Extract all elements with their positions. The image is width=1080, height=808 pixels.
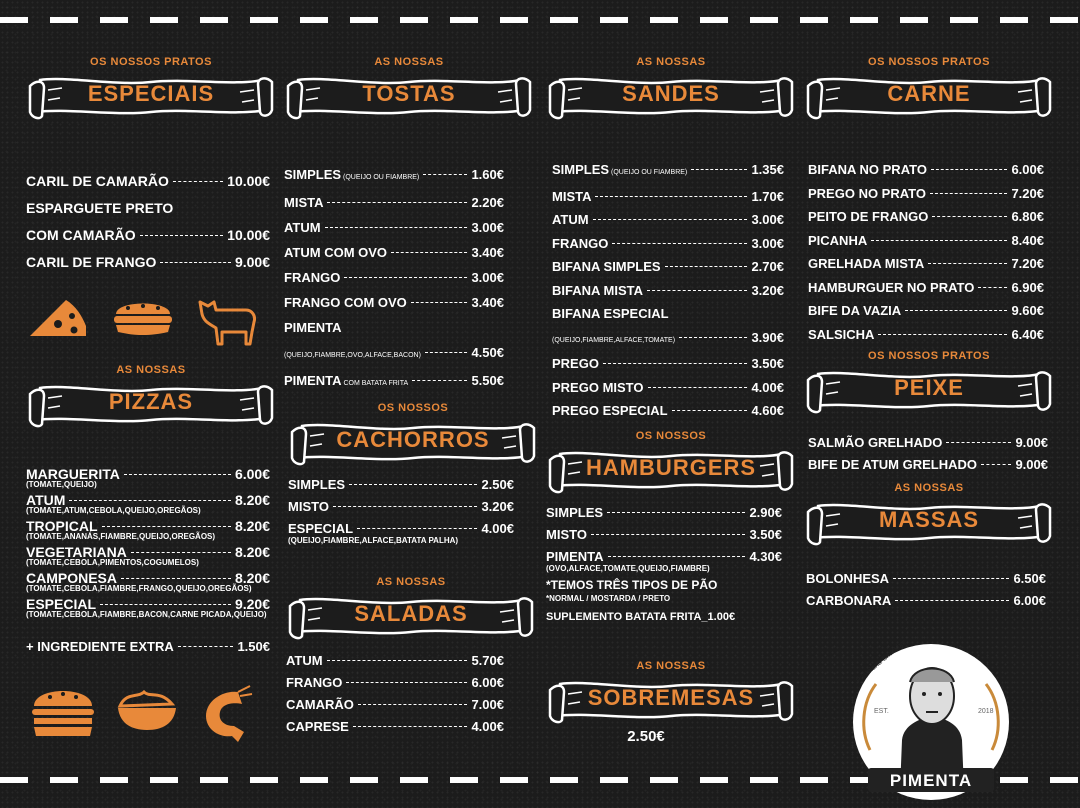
menu-item-name: ATUM COM OVO [284, 245, 388, 260]
leader-dots [423, 174, 467, 175]
leader-dots [591, 534, 746, 535]
leader-dots [691, 169, 747, 170]
carne-list [808, 158, 1044, 346]
tostas-title: TOSTAS [362, 81, 456, 106]
menu-item-price: 1.35€ [751, 162, 784, 177]
leader-dots [333, 506, 478, 507]
menu-item [288, 496, 514, 518]
leader-dots [178, 646, 234, 647]
salad-bowl-icon [114, 684, 180, 734]
menu-item [552, 158, 784, 185]
logo-est: EST. [874, 708, 889, 715]
leader-dots [603, 363, 747, 364]
leader-dots [391, 252, 467, 253]
leader-dots [140, 235, 224, 236]
menu-item [26, 195, 270, 222]
pizzas-list [26, 464, 270, 620]
menu-item [284, 290, 504, 315]
menu-item-name: MISTO [288, 499, 329, 514]
menu-item [546, 524, 782, 546]
menu-item-price: 4.00€ [751, 379, 784, 395]
leader-dots [173, 181, 223, 182]
menu-item-price: 6.50€ [1013, 571, 1046, 586]
tostas-kicker: AS NOSSAS [374, 56, 444, 68]
massas-list [806, 568, 1046, 612]
leader-dots [344, 277, 467, 278]
cachorros-section [288, 402, 538, 546]
menu-item-note: (QUEIJO,FIAMBRE,ALFACE,TOMATE) [552, 336, 676, 344]
menu-item [552, 376, 784, 400]
extra-ingredient-row [26, 636, 270, 658]
menu-item-price: 1.60€ [471, 167, 504, 182]
cachorros-title: CACHORROS [336, 427, 490, 452]
saladas-banner [286, 592, 536, 638]
menu-item-price: 4.00€ [471, 719, 504, 734]
menu-item-price: 1.70€ [751, 188, 784, 204]
sandes-list [552, 158, 784, 423]
menu-item-description: (TOMATE,ANANÁS,FIAMBRE,QUEIJO,OREGÃOS) [26, 532, 216, 541]
sobremesas-kicker: AS NOSSAS [636, 660, 706, 672]
leader-dots [357, 528, 477, 529]
menu-item-price: 3.00€ [751, 235, 784, 251]
menu-item-price: 9.20€ [234, 596, 270, 612]
menu-item-name: MISTA [284, 195, 324, 210]
menu-item-name: CARIL DE CAMARÃO [26, 173, 169, 189]
menu-item [552, 255, 784, 279]
menu-item-name: FRANGO [286, 675, 343, 690]
menu-item-price: 3.20€ [481, 499, 514, 514]
menu-item-name: BIFANA NO PRATO [808, 162, 927, 177]
menu-item-description: (QUEIJO,FIAMBRE,ALFACE,BATATA PALHA) [288, 536, 459, 545]
saladas-list [286, 650, 504, 738]
menu-item-name: MISTA [552, 188, 592, 204]
menu-item [284, 162, 504, 190]
menu-item-price: 2.70€ [751, 259, 784, 274]
menu-item-name: ATUM [286, 653, 323, 668]
massas-kicker: AS NOSSAS [894, 482, 964, 494]
menu-item [284, 340, 504, 368]
menu-item-name: CAMARÃO [286, 697, 354, 712]
menu-item-name: CARIL DE FRANGO [26, 254, 157, 270]
sobremesas-price: 2.50€ [627, 728, 665, 745]
menu-item-price: 3.40€ [471, 245, 504, 260]
massas-section [804, 482, 1054, 612]
pizza-icon [26, 292, 92, 342]
menu-item-name: PREGO MISTO [552, 379, 644, 395]
menu-item [808, 182, 1044, 206]
pizzas-title: PIZZAS [108, 389, 194, 414]
hamburgers-kicker: OS NOSSOS [635, 430, 707, 442]
logo-name: PIMENTA [889, 771, 973, 790]
menu-item-name: PEITO DE FRANGO [808, 209, 929, 224]
menu-item-price: 7.20€ [1011, 256, 1044, 271]
menu-item-name: BOLONHESA [806, 571, 890, 586]
peixe-banner [804, 366, 1054, 412]
menu-item-name: ESPECIAL [288, 521, 354, 536]
menu-item-name: SIMPLES (QUEIJO OU FIAMBRE) [552, 162, 688, 177]
tostas-list [284, 162, 504, 396]
menu-item [286, 716, 504, 738]
menu-item [284, 368, 504, 396]
especiais-list [26, 168, 270, 276]
menu-item-name [552, 326, 675, 353]
leader-dots [160, 262, 231, 263]
menu-item-name: PIMENTA [546, 549, 604, 564]
menu-item-name: BIFANA ESPECIAL [552, 306, 669, 321]
menu-item-price: 9.60€ [1011, 303, 1044, 318]
hamburgers-title: HAMBURGERS [585, 455, 757, 480]
menu-item-price: 8.20€ [234, 518, 270, 534]
menu-item [26, 168, 270, 195]
menu-item [808, 229, 1044, 253]
menu-item [552, 326, 784, 353]
menu-item-note: (QUEIJO OU FIAMBRE) [609, 169, 688, 176]
menu-item-price: 2.90€ [749, 505, 782, 520]
leader-dots [647, 290, 747, 291]
leader-dots [607, 512, 745, 513]
extra-ingredient-label: + INGREDIENTE EXTRA [26, 639, 174, 654]
menu-item-note: COM BATATA FRITA [341, 380, 409, 387]
menu-item-description: (TOMATE,QUEIJO) [26, 480, 97, 489]
menu-item-name: PREGO ESPECIAL [552, 403, 668, 418]
saladas-title: SALADAS [354, 601, 468, 626]
leader-dots [665, 266, 748, 267]
menu-item-description: (TOMATE,CEBOLA,FIAMBRE,FRANGO,QUEIJO,OREGÃOS) [26, 584, 252, 593]
food-icons-bottom [30, 684, 272, 744]
menu-item-name: COM CAMARÃO [26, 227, 136, 243]
menu-item-name: CAPRESE [286, 719, 349, 734]
leader-dots [327, 660, 468, 661]
pimenta-logo [840, 640, 1022, 800]
menu-item [808, 158, 1044, 182]
carne-kicker: OS NOSSOS PRATOS [868, 56, 990, 68]
leader-dots [978, 287, 1007, 288]
leader-dots [612, 243, 747, 244]
menu-item-price: 2.20€ [471, 195, 504, 210]
menu-item-price: 8.20€ [234, 492, 270, 508]
menu-item [808, 454, 1048, 476]
menu-item-price: 6.00€ [1013, 593, 1046, 608]
menu-item-price: 9.00€ [234, 254, 270, 270]
leader-dots [425, 352, 468, 353]
pizzas-section [26, 364, 276, 658]
menu-item [284, 265, 504, 290]
especiais-section [26, 56, 276, 276]
tostas-section [284, 56, 534, 396]
leader-dots [905, 310, 1007, 311]
menu-item-price: 3.40€ [471, 295, 504, 310]
saladas-kicker: AS NOSSAS [376, 576, 446, 588]
menu-item-name: SALSICHA [808, 326, 875, 342]
leader-dots [981, 464, 1011, 465]
menu-item-price: 6.80€ [1011, 209, 1044, 224]
menu-item [552, 279, 784, 303]
menu-item [808, 205, 1044, 229]
menu-item-name: SIMPLES (QUEIJO OU FIAMBRE) [284, 167, 420, 182]
leader-dots [124, 474, 231, 475]
menu-item-name: FRANGO [284, 270, 341, 285]
leader-dots [121, 578, 231, 579]
menu-item [284, 190, 504, 215]
leader-dots [946, 442, 1011, 443]
menu-item-price: 8.40€ [1011, 232, 1044, 248]
food-icons-top [26, 292, 278, 348]
burger-icon [30, 684, 96, 740]
menu-item [286, 650, 504, 672]
menu-item-name: ESPECIAL [26, 596, 97, 612]
menu-item-name: BIFE DA VAZIA [808, 303, 902, 318]
leader-dots [327, 202, 467, 203]
menu-item [546, 502, 782, 524]
menu-item-name: TROPICAL [26, 518, 98, 534]
leader-dots [353, 726, 468, 727]
menu-item [808, 432, 1048, 454]
menu-item [552, 185, 784, 209]
carne-title: CARNE [887, 81, 971, 106]
menu-item [284, 240, 504, 265]
cachorros-kicker: OS NOSSOS [377, 402, 449, 414]
leader-dots [895, 600, 1009, 601]
carne-banner [804, 72, 1054, 118]
menu-item-description: (OVO,ALFACE,TOMATE,QUEIJO,FIAMBRE) [546, 564, 710, 573]
fries-supplement-label: SUPLEMENTO BATATA FRITA_1.00€ [546, 611, 736, 623]
menu-item [552, 352, 784, 376]
menu-item-name: SIMPLES [546, 505, 604, 520]
menu-item-price: 6.40€ [1011, 326, 1044, 342]
menu-item-price: 3.00€ [471, 270, 504, 285]
menu-item-name: ATUM [26, 492, 66, 508]
peixe-kicker: OS NOSSOS PRATOS [868, 350, 990, 362]
leader-dots [871, 240, 1007, 241]
sandes-kicker: AS NOSSAS [636, 56, 706, 68]
shrimp-icon [198, 684, 254, 744]
menu-item [26, 249, 270, 276]
menu-item [808, 252, 1044, 276]
menu-item-name [284, 340, 421, 368]
leader-dots [346, 682, 467, 683]
menu-item-description: (TOMATE,CEBOLA,PIMENTOS,COGUMELOS) [26, 558, 199, 567]
menu-item [552, 302, 784, 326]
leader-dots [100, 604, 231, 605]
menu-item [552, 399, 784, 423]
menu-item-price: 10.00€ [227, 173, 270, 189]
menu-item-description: (TOMATE,ATUM,CEBOLA,QUEIJO,OREGÃOS) [26, 506, 201, 515]
especiais-title: ESPECIAIS [87, 81, 215, 106]
menu-item-note: (QUEIJO OU FIAMBRE) [341, 174, 420, 181]
menu-item-name: PIMENTA [284, 320, 342, 335]
menu-item-price: 6.00€ [234, 466, 270, 482]
extra-ingredient-price: 1.50€ [237, 639, 270, 654]
leader-dots [69, 500, 231, 501]
peixe-section [804, 350, 1054, 476]
leader-dots [893, 578, 1009, 579]
menu-item-price: 6.00€ [1011, 162, 1044, 177]
menu-item [286, 694, 504, 716]
menu-item [552, 232, 784, 256]
leader-dots [102, 526, 231, 527]
peixe-list [808, 432, 1048, 476]
menu-item-name: MISTO [546, 527, 587, 542]
menu-item-price: 10.00€ [227, 227, 270, 243]
menu-item-price: 8.20€ [234, 570, 270, 586]
menu-item-price: 7.00€ [471, 697, 504, 712]
menu-item-price: 9.00€ [1015, 435, 1048, 450]
sobremesas-title: SOBREMESAS [587, 685, 755, 710]
menu-item-price: 3.50€ [751, 356, 784, 371]
cachorros-list [288, 474, 514, 546]
fries-supplement [546, 606, 796, 628]
menu-item-name: PICANHA [808, 232, 868, 248]
menu-item-name: ESPARGUETE PRETO [26, 200, 174, 216]
especiais-kicker: OS NOSSOS PRATOS [90, 56, 212, 68]
sandwich-icon [110, 292, 176, 342]
menu-item [806, 590, 1046, 612]
menu-item [806, 568, 1046, 590]
menu-item [808, 299, 1044, 323]
menu-item-name: SALMÃO GRELHADO [808, 435, 943, 450]
menu-item-name: BIFANA SIMPLES [552, 259, 661, 274]
leader-dots [932, 216, 1007, 217]
sobremesas-banner [546, 676, 796, 722]
bread-options-note: *NORMAL / MOSTARDA / PRETO [546, 594, 671, 603]
menu-item-price: 4.60€ [751, 403, 784, 418]
menu-item-name: ATUM [552, 212, 589, 227]
menu-item-name: CARBONARA [806, 593, 892, 608]
cow-icon [194, 292, 260, 348]
leader-dots [648, 387, 748, 388]
menu-item-note: (QUEIJO,FIAMBRE,OVO,ALFACE,BACON) [284, 352, 421, 359]
menu-item [808, 276, 1044, 300]
menu-item-price: 7.20€ [1011, 185, 1044, 201]
leader-dots [608, 556, 746, 557]
menu-item-price: 4.00€ [481, 521, 514, 536]
menu-item [552, 208, 784, 232]
logo-year: 2018 [978, 708, 994, 715]
menu-item-name: FRANGO [552, 235, 609, 251]
menu-item-price: 4.30€ [749, 549, 782, 564]
cachorros-banner [288, 418, 538, 464]
menu-item [26, 222, 270, 249]
hamburgers-section [546, 430, 796, 628]
menu-item [808, 323, 1044, 347]
hamburgers-banner [546, 446, 796, 492]
tostas-banner [284, 72, 534, 118]
peixe-title: PEIXE [894, 375, 964, 400]
menu-item-price: 4.50€ [471, 345, 504, 360]
leader-dots [593, 219, 748, 220]
menu-item-name: SIMPLES [288, 477, 346, 492]
leader-dots [131, 552, 231, 553]
menu-item [286, 672, 504, 694]
menu-item-name: BIFE DE ATUM GRELHADO [808, 457, 977, 472]
menu-item-name: PREGO NO PRATO [808, 185, 926, 201]
massas-banner [804, 498, 1054, 544]
leader-dots [672, 410, 748, 411]
menu-item-price: 8.20€ [234, 544, 270, 560]
pizzas-kicker: AS NOSSAS [116, 364, 186, 376]
menu-item-price: 3.00€ [751, 212, 784, 227]
sandes-title: SANDES [622, 81, 720, 106]
menu-item [284, 215, 504, 240]
leader-dots [878, 334, 1007, 335]
leader-dots [411, 302, 468, 303]
menu-item-price: 6.00€ [471, 675, 504, 690]
menu-item-price: 5.50€ [471, 373, 504, 388]
menu-item-price: 9.00€ [1015, 457, 1048, 472]
leader-dots [928, 263, 1007, 264]
sobremesas-section [546, 660, 796, 745]
bread-types-note: *TEMOS TRÊS TIPOS DE PÃO [546, 578, 718, 592]
menu-item-name: PREGO [552, 356, 599, 371]
leader-dots [349, 484, 477, 485]
leader-dots [412, 380, 467, 381]
leader-dots [595, 196, 747, 197]
menu-item-name: GRELHADA MISTA [808, 256, 925, 271]
menu-item-description: (TOMATE,CEBOLA,FIAMBRE,BACON,CARNE PICADA,QUEIJO) [26, 610, 267, 619]
menu-item-name: HAMBURGUER NO PRATO [808, 279, 975, 295]
menu-item-price: 3.50€ [749, 527, 782, 542]
menu-item-price: 3.90€ [751, 329, 784, 345]
menu-item [284, 315, 504, 340]
menu-item-price: 2.50€ [481, 477, 514, 492]
menu-item-name: BIFANA MISTA [552, 282, 643, 298]
logo-tagline: Pastelaria-Snackbar [855, 638, 908, 685]
leader-dots [931, 169, 1008, 170]
hamburgers-list [546, 502, 782, 574]
top-dashed-border [0, 16, 1080, 24]
especiais-banner [26, 72, 276, 118]
menu-item-name: FRANGO COM OVO [284, 295, 407, 310]
leader-dots [325, 227, 468, 228]
leader-dots [930, 193, 1007, 194]
saladas-section [286, 576, 536, 738]
menu-item-name: CAMPONESA [26, 570, 118, 586]
menu-item-name: VEGETARIANA [26, 544, 127, 560]
leader-dots [358, 704, 468, 705]
sandes-banner [546, 72, 796, 118]
menu-item-price: 6.90€ [1011, 279, 1044, 295]
menu-item-price: 5.70€ [471, 653, 504, 668]
menu-item-name: MARGUERITA [26, 466, 120, 482]
pizzas-banner [26, 380, 276, 426]
leader-dots [679, 337, 747, 338]
menu-item-name: PIMENTA COM BATATA FRITA [284, 373, 409, 388]
massas-title: MASSAS [878, 507, 980, 532]
sandes-section [546, 56, 796, 423]
menu-item-price: 3.00€ [471, 220, 504, 235]
menu-item-price: 3.20€ [751, 282, 784, 298]
carne-section [804, 56, 1054, 346]
menu-item [288, 474, 514, 496]
menu-item-name: ATUM [284, 220, 321, 235]
